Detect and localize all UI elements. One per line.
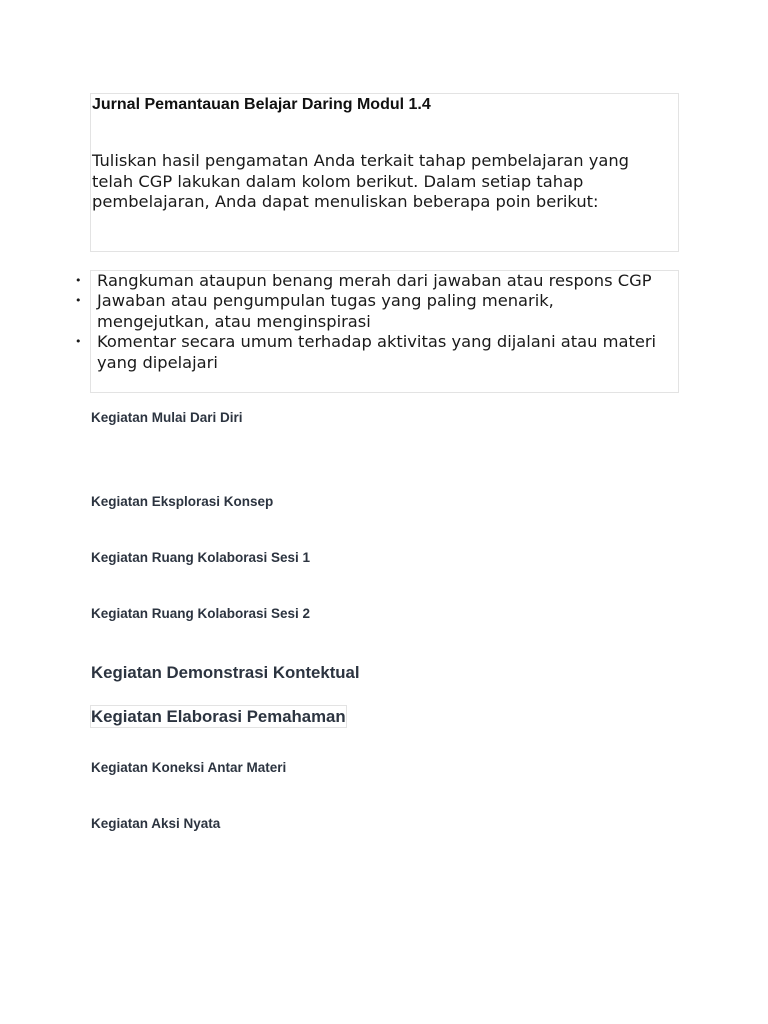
section-heading-demonstrasi-kontektual: Kegiatan Demonstrasi Kontektual [91,663,360,682]
list-item [75,332,663,373]
page-title: Jurnal Pemantauan Belajar Daring Modul 1.4 [92,96,431,113]
section-heading-eksplorasi-konsep: Kegiatan Eksplorasi Konsep [91,494,274,509]
bullet-icon: • [75,274,82,287]
bullet-icon: • [75,335,82,349]
section-heading-mulai-dari-diri: Kegiatan Mulai Dari Diri [91,410,243,425]
intro-box [90,93,679,252]
bullet-icon: • [75,294,82,308]
section-heading-elaborasi-pemahaman: Kegiatan Elaborasi Pemahaman [91,707,346,726]
list-item [75,271,663,291]
list-item-text: Rangkuman ataupun benang merah dari jawaban atau respons CGP [97,271,652,290]
list-item [75,291,663,332]
section-heading-ruang-kolaborasi-1: Kegiatan Ruang Kolaborasi Sesi 1 [91,550,311,565]
section-heading-koneksi-antar-materi: Kegiatan Koneksi Antar Materi [91,760,287,775]
points-list [75,271,663,373]
points-box [75,270,679,393]
section-heading-ruang-kolaborasi-2: Kegiatan Ruang Kolaborasi Sesi 2 [91,606,311,621]
intro-paragraph: Tuliskan hasil pengamatan Anda terkait tahap pembelajaran yang telah CGP lakukan dalam kolom berikut. Dalam setiap tahap pembelajaran, Anda dapat menuliskan beberapa poin berikut: [92,151,630,211]
list-item-text: Jawaban atau pengumpulan tugas yang paling menarik, mengejutkan, atau menginspirasi [97,291,554,331]
list-item-text: Komentar secara umum terhadap aktivitas yang dijalani atau materi yang dipelajari [97,332,657,372]
section-heading-aksi-nyata: Kegiatan Aksi Nyata [91,816,221,831]
